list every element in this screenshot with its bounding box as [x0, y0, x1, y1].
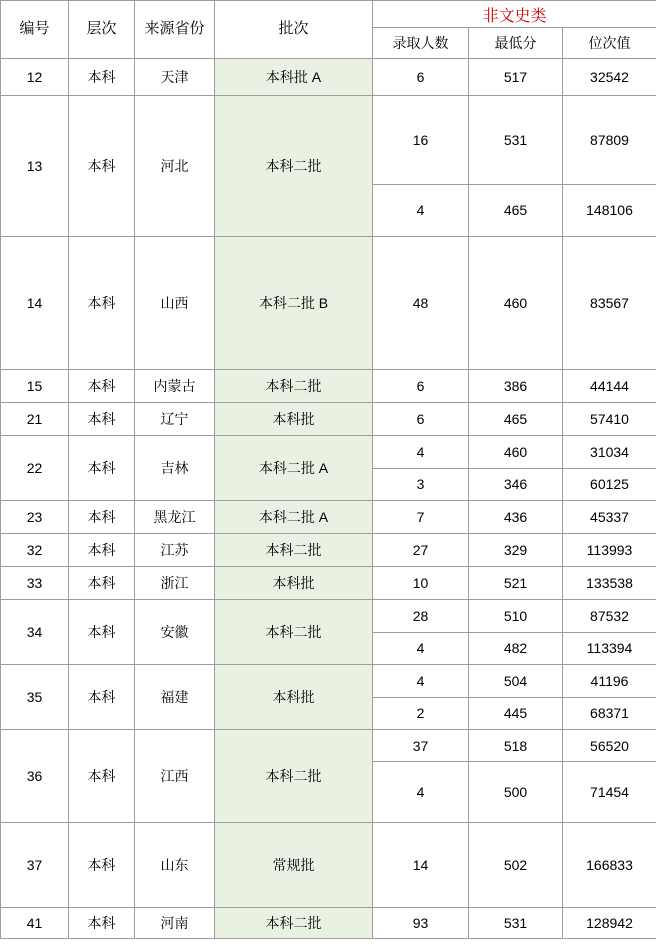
cell-province: 辽宁: [135, 403, 215, 436]
cell-min-score: 531: [469, 96, 563, 185]
cell-batch: 本科批: [215, 665, 373, 730]
cell-min-score: 500: [469, 762, 563, 823]
cell-min-score: 346: [469, 468, 563, 501]
table-row: [1, 534, 656, 567]
cell-min-score: 517: [469, 59, 563, 96]
cell-level: 本科: [69, 237, 135, 370]
cell-batch: 本科二批 A: [215, 501, 373, 534]
cell-batch: 本科二批: [215, 370, 373, 403]
cell-min-score: 460: [469, 436, 563, 469]
cell-count: 4: [373, 762, 469, 823]
cell-id: 41: [1, 908, 69, 939]
cell-id: 35: [1, 665, 69, 730]
cell-count: 48: [373, 237, 469, 370]
cell-min-score: 460: [469, 237, 563, 370]
cell-count: 37: [373, 730, 469, 762]
cell-level: 本科: [69, 823, 135, 908]
cell-count: 6: [373, 403, 469, 436]
cell-rank: 71454: [563, 762, 656, 823]
cell-id: 34: [1, 600, 69, 665]
cell-batch: 本科二批: [215, 600, 373, 665]
cell-batch: 本科二批: [215, 534, 373, 567]
cell-rank: 56520: [563, 730, 656, 762]
cell-min-score: 445: [469, 697, 563, 730]
cell-min-score: 531: [469, 908, 563, 939]
cell-count: 16: [373, 96, 469, 185]
cell-id: 21: [1, 403, 69, 436]
header-batch: 批次: [215, 1, 373, 59]
header-count: 录取人数: [373, 28, 469, 59]
cell-batch: 本科二批: [215, 96, 373, 237]
header-min-score: 最低分: [469, 28, 563, 59]
cell-count: 10: [373, 567, 469, 600]
cell-batch: 本科批: [215, 403, 373, 436]
cell-min-score: 329: [469, 534, 563, 567]
cell-rank: 45337: [563, 501, 656, 534]
cell-level: 本科: [69, 403, 135, 436]
cell-rank: 68371: [563, 697, 656, 730]
cell-id: 32: [1, 534, 69, 567]
cell-rank: 83567: [563, 237, 656, 370]
cell-count: 4: [373, 665, 469, 698]
cell-rank: 166833: [563, 823, 656, 908]
cell-batch: 本科批 A: [215, 59, 373, 96]
cell-id: 23: [1, 501, 69, 534]
cell-min-score: 521: [469, 567, 563, 600]
cell-level: 本科: [69, 665, 135, 730]
cell-count: 6: [373, 59, 469, 96]
cell-rank: 57410: [563, 403, 656, 436]
cell-count: 4: [373, 632, 469, 665]
cell-level: 本科: [69, 730, 135, 823]
cell-province: 天津: [135, 59, 215, 96]
cell-id: 33: [1, 567, 69, 600]
cell-rank: 44144: [563, 370, 656, 403]
cell-count: 27: [373, 534, 469, 567]
cell-count: 2: [373, 697, 469, 730]
cell-id: 22: [1, 436, 69, 501]
table-row: [1, 501, 656, 534]
cell-level: 本科: [69, 370, 135, 403]
cell-count: 14: [373, 823, 469, 908]
cell-count: 4: [373, 436, 469, 469]
cell-count: 3: [373, 468, 469, 501]
cell-province: 福建: [135, 665, 215, 730]
table-row: [1, 823, 656, 908]
cell-province: 江苏: [135, 534, 215, 567]
cell-min-score: 465: [469, 403, 563, 436]
cell-level: 本科: [69, 436, 135, 501]
cell-id: 14: [1, 237, 69, 370]
cell-min-score: 504: [469, 665, 563, 698]
table-row: [1, 730, 656, 762]
cell-rank: 31034: [563, 436, 656, 469]
cell-rank: 32542: [563, 59, 656, 96]
table-row: [1, 96, 656, 185]
cell-count: 28: [373, 600, 469, 633]
table-row: [1, 436, 656, 469]
cell-min-score: 386: [469, 370, 563, 403]
cell-count: 93: [373, 908, 469, 939]
cell-id: 12: [1, 59, 69, 96]
cell-batch: 本科二批 B: [215, 237, 373, 370]
cell-province: 安徽: [135, 600, 215, 665]
table-body: [1, 59, 656, 939]
cell-min-score: 502: [469, 823, 563, 908]
cell-id: 15: [1, 370, 69, 403]
cell-province: 黑龙江: [135, 501, 215, 534]
table-header: [1, 1, 656, 59]
cell-level: 本科: [69, 96, 135, 237]
cell-level: 本科: [69, 567, 135, 600]
header-province: 来源省份: [135, 1, 215, 59]
cell-batch: 本科批: [215, 567, 373, 600]
cell-batch: 本科二批 A: [215, 436, 373, 501]
table-row: [1, 237, 656, 370]
cell-level: 本科: [69, 534, 135, 567]
cell-min-score: 436: [469, 501, 563, 534]
header-id: 编号: [1, 1, 69, 59]
table-row: [1, 59, 656, 96]
cell-rank: 148106: [563, 184, 656, 236]
table-row: [1, 600, 656, 633]
header-group-science: 非文史类: [373, 1, 656, 28]
cell-id: 37: [1, 823, 69, 908]
table-row: [1, 665, 656, 698]
cell-id: 13: [1, 96, 69, 237]
cell-province: 内蒙古: [135, 370, 215, 403]
cell-id: 36: [1, 730, 69, 823]
table-row: [1, 908, 656, 939]
table-row: [1, 403, 656, 436]
cell-count: 6: [373, 370, 469, 403]
cell-province: 吉林: [135, 436, 215, 501]
cell-rank: 60125: [563, 468, 656, 501]
table-row: [1, 567, 656, 600]
header-rank: 位次值: [563, 28, 656, 59]
cell-rank: 113993: [563, 534, 656, 567]
cell-level: 本科: [69, 600, 135, 665]
cell-level: 本科: [69, 501, 135, 534]
cell-rank: 128942: [563, 908, 656, 939]
cell-min-score: 510: [469, 600, 563, 633]
cell-min-score: 518: [469, 730, 563, 762]
cell-province: 浙江: [135, 567, 215, 600]
cell-rank: 87809: [563, 96, 656, 185]
table-row: [1, 370, 656, 403]
cell-province: 江西: [135, 730, 215, 823]
header-level: 层次: [69, 1, 135, 59]
cell-count: 7: [373, 501, 469, 534]
cell-rank: 41196: [563, 665, 656, 698]
cell-rank: 87532: [563, 600, 656, 633]
cell-min-score: 482: [469, 632, 563, 665]
cell-batch: 本科二批: [215, 908, 373, 939]
cell-min-score: 465: [469, 184, 563, 236]
cell-province: 河南: [135, 908, 215, 939]
cell-rank: 133538: [563, 567, 656, 600]
cell-province: 山西: [135, 237, 215, 370]
cell-level: 本科: [69, 59, 135, 96]
cell-rank: 113394: [563, 632, 656, 665]
cell-batch: 本科二批: [215, 730, 373, 823]
cell-count: 4: [373, 184, 469, 236]
cell-province: 河北: [135, 96, 215, 237]
cell-batch: 常规批: [215, 823, 373, 908]
cell-province: 山东: [135, 823, 215, 908]
cell-level: 本科: [69, 908, 135, 939]
